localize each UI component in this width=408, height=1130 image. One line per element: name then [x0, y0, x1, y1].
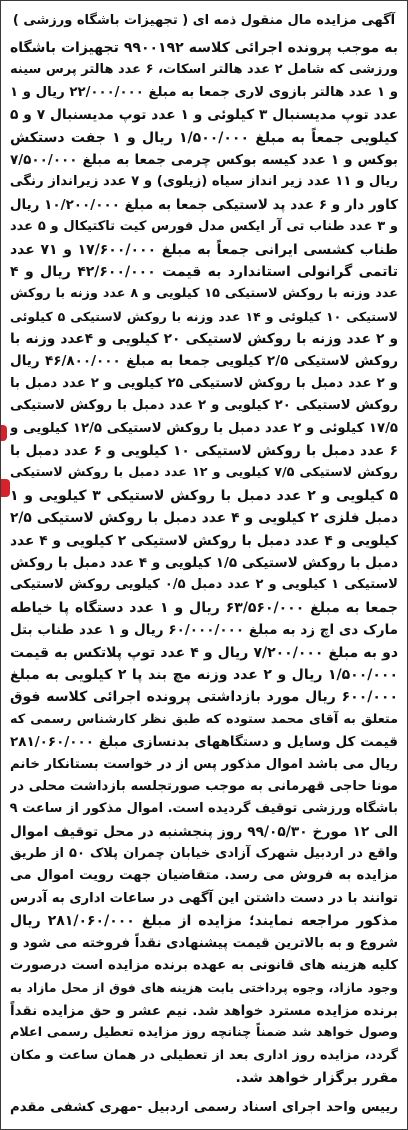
notice-body-line: کلیه هزینه های قانونی به عهده برنده مزایده است درصورت: [10, 958, 398, 974]
notice-body-line: متعلق به آقای محمد ستوده که طبق نظر کارشناس رسمی که: [10, 711, 398, 727]
notice-body-line: کیلویی و ۴ عدد دمبل با روکش لاستیکی ۲ کیلویی و ۴ عدد: [10, 532, 398, 549]
notice-body-line: به موجب پرونده اجرائی کلاسه ۹۹۰۰۱۹۲ تجهیزات باشگاه: [10, 40, 398, 56]
notice-body-line: باشگاه ورزشی توقیف گردیده است. اموال مذکور از ساعت ۹: [10, 801, 398, 817]
notice-body-line: وجود مازاد، وجوه پرداختی بابت هزینه های فوق از محل مازاد به: [10, 981, 398, 996]
notice-body-line: ۶ عدد دمبل با روکش لاستیکی ۱۰ کیلویی و ۶ عدد دمبل با: [10, 443, 398, 460]
notice-body-line: قیمت کل وسایل و دستگاههای بدنسازی مبلغ ۲۸۱/۰۶۰/۰۰۰: [10, 734, 398, 751]
notice-body-line: و ۱ عدد هالتر بازوی لاری جمعا به مبلغ ۲۲/۰۰۰/۰۰۰ ریال و ۱: [10, 84, 398, 100]
notice-body-line: بوکس و ۱ عدد کیسه بوکس چرمی جمعا به مبلغ ۷/۵۰۰/۰۰۰: [10, 151, 398, 168]
notice-body-line: ۶۰۰/۰۰۰ ریال مورد بازداشتی پرونده اجرائی کلاسه فوق: [10, 689, 398, 706]
notice-body-line: کیلویی جمعاً به مبلغ ۱/۵۰۰/۰۰۰ ریال و ۱ جفت دستکش: [10, 129, 398, 146]
notice-body-line: برنده مزایده مسترد خواهد شد. نیم عشر و حق مزایده نقداً: [10, 1002, 398, 1019]
notice-body-line: روکش لاستیکی ۷/۵ کیلویی و ۱۲ عدد دمبل با روکش لاستیکی: [10, 465, 398, 481]
notice-body-line: مقرر برگزار خواهد شد.: [235, 1069, 398, 1086]
notice-body-line: وصول خواهد شد ضمناً چنانچه روز مزایده تعطیل رسمی اعلام: [10, 1025, 398, 1041]
notice-body-line: طناب کشسی ایرانی جمعاً به مبلغ ۱۷/۶۰۰/۰۰۰ و ۷۱ عدد: [10, 241, 398, 258]
adjacent-ad-fragment: [1, 479, 10, 497]
notice-body-line: شروع و به بالاترین قیمت پیشنهادی نقداً فروخته می شود و: [10, 935, 398, 951]
notice-body-line: الی ۱۲ مورخ ۹۹/۰۵/۳۰ روز پنجشنبه در محل توقیف اموال: [10, 823, 398, 840]
notice-body-line: و ۲ عدد وزنه با روکش لاستیکی ۲۰ کیلویی و ۴عدد وزنه با: [10, 331, 398, 348]
notice-body-line: و ۲ عدد دمبل با روکش لاستیکی ۲۵ کیلویی و ۲ عدد دمبل با: [10, 375, 398, 391]
notice-body-line: عدد توپ مدیسنبال ۳ کیلوئی و ۱ عدد توپ مدیسنبال ۷ و ۵: [10, 107, 398, 124]
notice-body-line: ۱/۵۰۰/۰۰۰ ریال و ۲ عدد وزنه مچ بند پا ۲ کیلویی به مبلغ: [10, 666, 398, 683]
notice-body-line: مارک دی اچ زد به مبلغ ۶۰/۰۰۰/۰۰۰ ریال و ۱ عدد طناب بتل: [10, 622, 398, 639]
notice-body-line: مذکور مراجعه نمایند؛ مزایده از مبلغ ۲۸۱/۰۶۰/۰۰۰ ریال: [10, 913, 398, 930]
notice-body-line: دمبل با روکش لاستیکی ۱/۵ کیلویی و ۴ عدد دمبل با روکش: [10, 554, 398, 571]
notice-body-line: مزایده به فروش می رسد. متقاضیان جهت رویت اموال می: [10, 868, 398, 884]
notice-body-line: دمبل فلزی ۲ کیلویی و ۴ عدد دمبل با روکش لاستیکی ۲/۵: [10, 510, 398, 527]
notice-body-line: عدد وزنه با روکش لاستیکی ۱۵ کیلویی و ۸ عدد وزنه با روکش: [10, 286, 398, 302]
notice-body-line: ۱۷/۵ کیلوئی و ۲ عدد دمبل با روکش لاستیکی ۱۲/۵ کیلویی و: [10, 420, 398, 436]
notice-body-line: دو به مبلغ ۷/۲۰۰/۰۰۰ ریال و ۴ عدد توپ پلاتکس به قیمت: [10, 644, 398, 661]
notice-body-line: واقع در اردبیل شهرک آزادی خیابان چمران پلاک ۵۰ از طریق: [10, 846, 398, 862]
notice-body-line: گردد، مزایده روز اداری بعد از تعطیلی در همان ساعت و مکان: [10, 1047, 398, 1063]
notice-body-line: روکش لاستیکی ۲/۵ کیلویی جمعا به مبلغ ۴۶/۸۰۰/۰۰۰ ریال: [10, 353, 398, 370]
notice-signature: رییس واحد اجرای اسناد رسمی اردبیل -مهری کشفی مقدم: [10, 1100, 398, 1115]
notice-body-line: لاستیکی ۱ کیلویی و ۲ عدد دمبل ۰/۵ کیلویی روکش لاستیکی: [10, 577, 398, 593]
notice-body-line: جمعا به مبلغ ۶۳/۵۶۰/۰۰۰ ریال و ۱ عدد دستگاه پا خیاطه: [10, 599, 398, 616]
notice-body-line: توانند با در دست داشتن این آگهی در ساعات اداری به آدرس: [10, 890, 398, 906]
notice-body-line: ورزشی که شامل ۲ عدد هالتر اسکات، ۶ عدد هالتر پرس سینه: [10, 62, 398, 78]
notice-body-line: ریال می باشد اموال مذکور پس از در خواست بستانکار خانم: [10, 756, 398, 772]
notice-body-line: و ۳ عدد طناب تی آر ایکس مدل فورس کیت تاکتیکال و ۵ عدد: [10, 219, 398, 235]
notice-body-line: مونا حاجی قهرمانی به موجب صورتجلسه بازداشت محلی در: [10, 778, 398, 794]
notice-title: آگهی مزایده مال منقول ذمه ای ( تجهیزات باشگاه ورزشی ): [12, 13, 396, 28]
notice-body-line: ریال و ۱۱ عدد زیر انداز سیاه (زیلوی) و ۷ عدد زیرانداز رنگی: [10, 174, 398, 190]
notice-body-line: لاستیکی ۱۰ کیلوئی و ۱۴ عدد وزنه با روکش لاستیکی ۵ کیلوئی: [10, 308, 398, 324]
notice-body-line: تاتمی گرانولی استاندارد به قیمت ۴۲/۶۰۰/۰۰۰ ریال و ۴: [10, 263, 398, 280]
notice-body-line: کاور دار و ۶ عدد پد لاستیکی جمعا به مبلغ ۱۰/۲۰۰/۰۰۰ ریال: [10, 196, 398, 213]
notice-body-line: ۵ کیلویی و ۲ عدد دمبل با روکش لاستیکی ۳ کیلویی و ۱: [10, 487, 398, 504]
notice-body-line: روکش لاستیکی ۲۰ کیلویی و ۲ عدد دمبل با روکش لاستیکی: [10, 398, 398, 414]
notice-body: [10, 37, 398, 1089]
adjacent-ad-fragment: [1, 425, 7, 441]
